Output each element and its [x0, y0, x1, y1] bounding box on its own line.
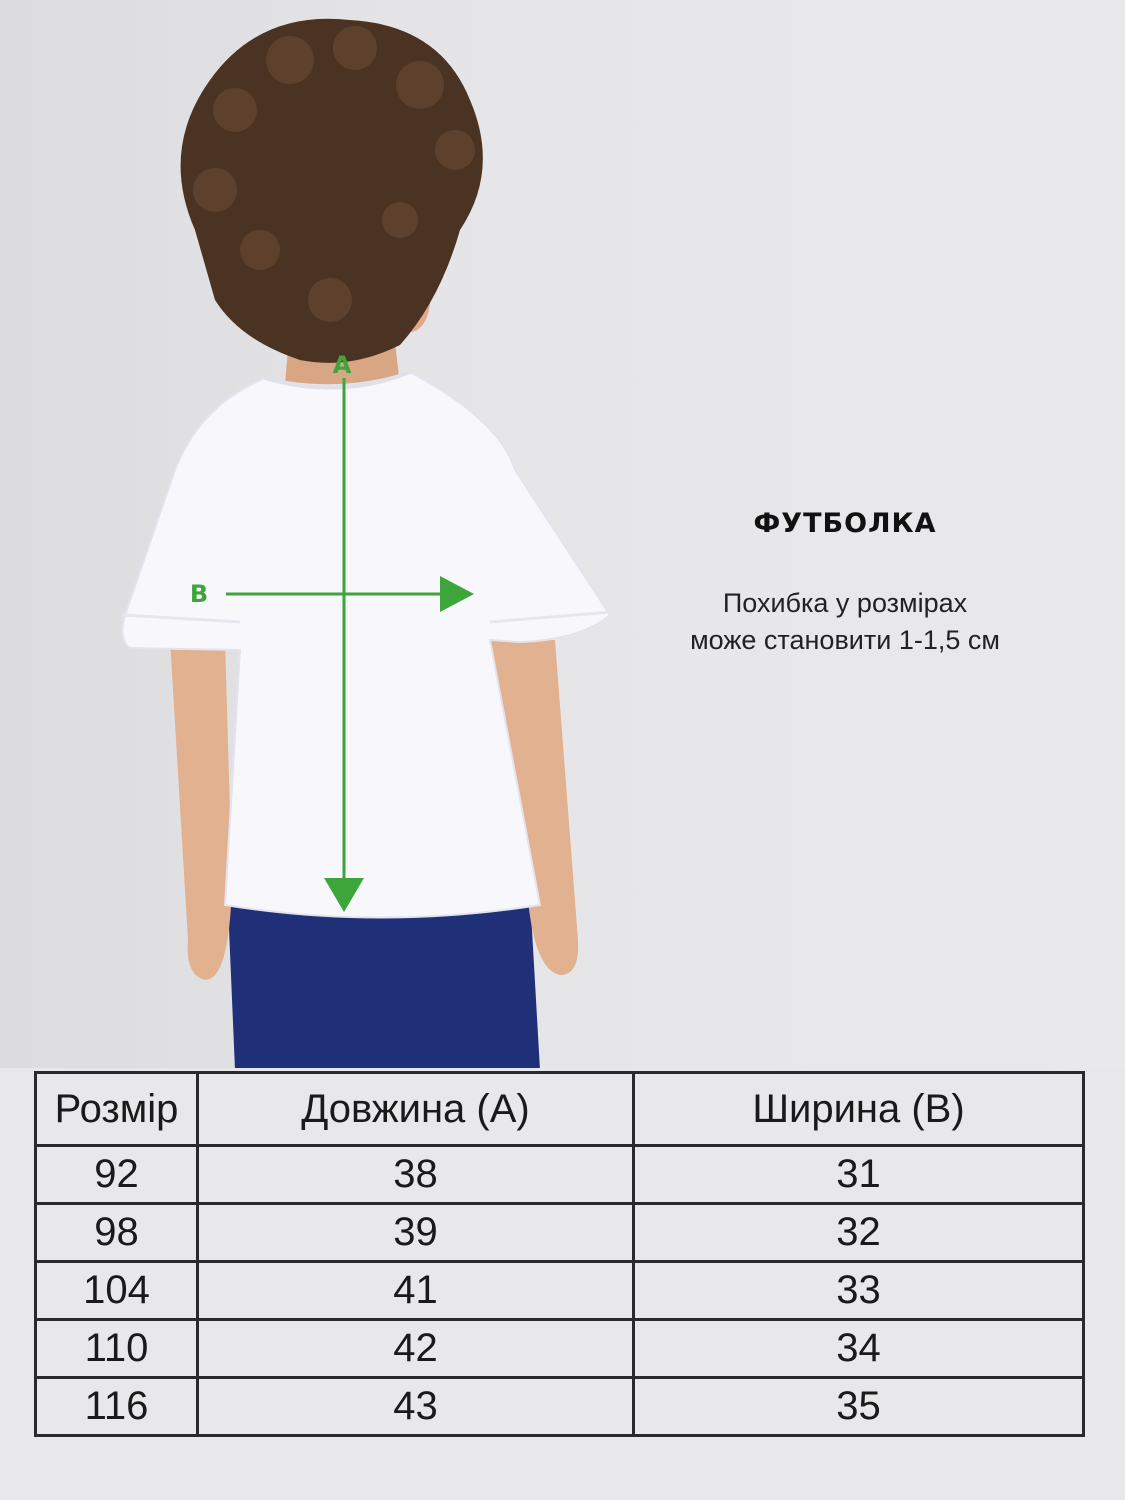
left-arm: [170, 640, 232, 980]
note-line-2: може становити 1-1,5 см: [690, 625, 1000, 655]
width-cell: 35: [634, 1378, 1084, 1436]
table-row: [36, 1378, 1084, 1436]
header-width: Ширина (В): [634, 1073, 1084, 1146]
product-title: ФУТБОЛКА: [753, 508, 937, 539]
size-cell: 92: [36, 1146, 198, 1204]
width-cell: 33: [634, 1262, 1084, 1320]
header-length: Довжина (А): [198, 1073, 634, 1146]
width-cell: 32: [634, 1204, 1084, 1262]
header-size: Розмір: [36, 1073, 198, 1146]
size-table: [34, 1071, 1085, 1437]
size-cell: 110: [36, 1320, 198, 1378]
size-cell: 98: [36, 1204, 198, 1262]
length-cell: 41: [198, 1262, 634, 1320]
width-cell: 34: [634, 1320, 1084, 1378]
width-cell: 31: [634, 1146, 1084, 1204]
label-b: B: [189, 580, 209, 608]
size-cell: 104: [36, 1262, 198, 1320]
length-cell: 38: [198, 1146, 634, 1204]
note-line-1: Похибка у розмірах: [722, 588, 968, 618]
shorts: [228, 895, 540, 1070]
size-cell: 116: [36, 1378, 198, 1436]
length-cell: 43: [198, 1378, 634, 1436]
table-row: [36, 1262, 1084, 1320]
table-header-row: [36, 1073, 1084, 1146]
table-row: [36, 1204, 1084, 1262]
length-cell: 39: [198, 1204, 634, 1262]
length-cell: 42: [198, 1320, 634, 1378]
label-a: A: [332, 351, 352, 379]
size-tolerance-note: [640, 585, 1050, 659]
table-row: [36, 1320, 1084, 1378]
table-row: [36, 1146, 1084, 1204]
